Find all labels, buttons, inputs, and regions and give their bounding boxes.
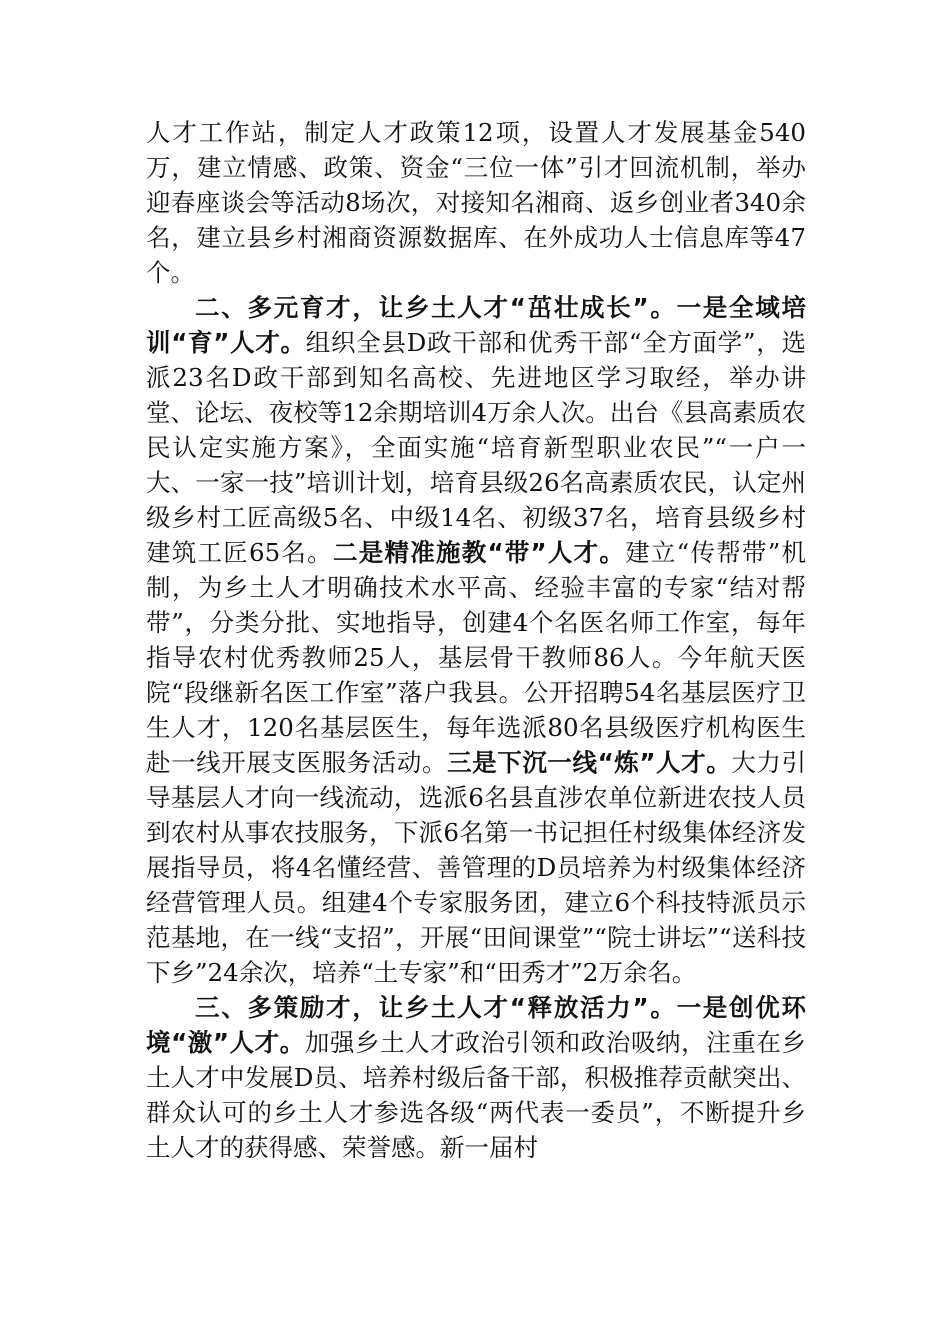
section-heading-three: 三、多策励才，让乡土人才“释放活力”。一是创优环境“激”人才。 [146,993,806,1057]
paragraph-text: 加强乡土人才政治引领和政治吸纳，注重在乡土人才中发展D员、培养村级后备干部，积极推荐贡献突出、群众认可的乡土人才参选各级“两代表一委员”，不断提升乡土人才的获得感、荣誉感。新一届村 [146,1028,806,1162]
section-heading-two: 二、多元育才，让乡土人才“茁壮成长”。一是全域培训“育”人才。 [146,293,806,357]
paragraph-text: 大力引导基层人才向一线流动，选派6名县直涉农单位新进农技人员到农村从事农技服务，下派6名第一书记担任村级集体经济发展指导员，将4名懂经营、善管理的D员培养为村级集体经济经营管理人员。组建4个专家服务团，建立6个科技特派员示范基地，在一线“支招”，开展“田间课堂”“院士讲坛”“送科技下乡”24余次，培养“土专家”和“田秀才”2万余名。 [146,748,807,987]
subheading-precise-teaching: 二是精准施教“带”人才。 [332,538,626,567]
paragraph-talent-station [146,115,806,290]
paragraph-text: 建立“传帮带”机制，为乡土人才明确技术水平高、经验丰富的专家“结对帮带”，分类分批、实地指导，创建4个名医名师工作室，每年指导农村优秀教师25人，基层骨干教师86人。今年航天医院“段继新名医工作室”落户我县。公开招聘54名基层医疗卫生人才，120名基层医生，每年选派80名县级医疗机构医生赴一线开展支医服务活动。 [146,538,806,777]
paragraph-text: 人才工作站，制定人才政策12项，设置人才发展基金540万，建立情感、政策、资金“三位一体”引才回流机制，举办迎春座谈会等活动8场次，对接知名湘商、返乡创业者340余名，建立县乡村湘商资源数据库、在外成功人士信息库等47个。 [146,118,806,287]
document-page [146,115,806,1165]
paragraph-cultivate-talent [146,290,806,990]
paragraph-text: 组织全县D政干部和优秀干部“全方面学”，选派23名D政干部到知名高校、先进地区学习取经，举办讲堂、论坛、夜校等12余期培训4万余人次。出台《县高素质农民认定实施方案》，全面实施“培育新型职业农民”“一户一大、一家一技”培训计划，培育县级26名高素质农民，认定州级乡村工匠高级5名、中级14名、初级37名，培育县级乡村建筑工匠65名。 [146,328,806,567]
subheading-frontline-training: 三是下沉一线“炼”人才。 [447,748,732,777]
paragraph-motivate-talent [146,990,806,1165]
